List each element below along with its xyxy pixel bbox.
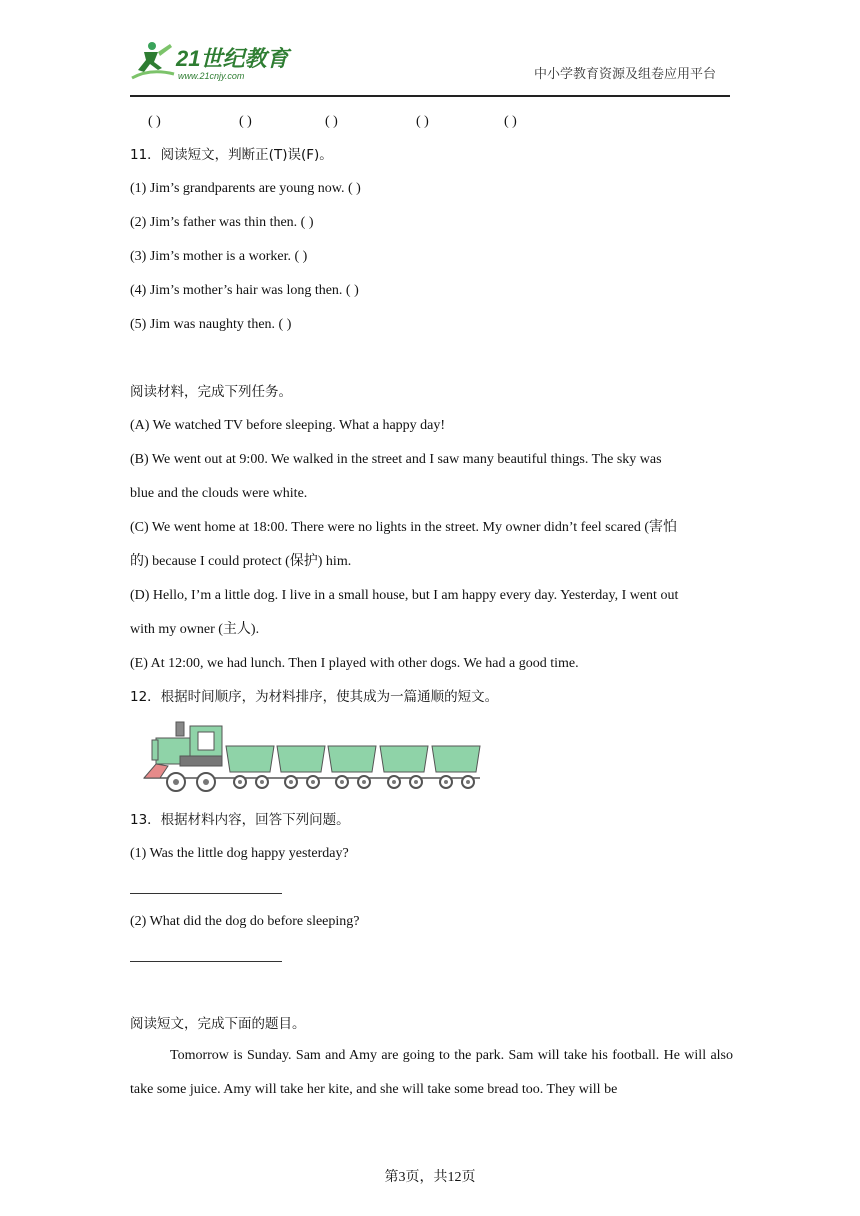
q11-item: (5) Jim was naughty then. ( ) <box>130 317 292 332</box>
material-e: (E) At 12:00, we had lunch. Then I played with other dogs. We had a good time. <box>130 656 579 671</box>
logo-main-text: 21世纪教育 <box>176 46 289 71</box>
header-divider <box>130 95 730 97</box>
answer-blank-1[interactable] <box>130 893 282 894</box>
answer-paren: ( ) <box>325 114 338 129</box>
answer-paren: ( ) <box>148 114 161 129</box>
q11-item: (4) Jim’s mother’s hair was long then. ( ) <box>130 283 359 298</box>
material-c-line2: 的) because I could protect (保护) him. <box>130 554 352 569</box>
q11-item: (3) Jim’s mother is a worker. ( ) <box>130 249 308 264</box>
train-car <box>328 746 376 788</box>
material-d-line1: (D) Hello, I’m a little dog. I live in a small house, but I am happy every day. Yesterday, I went out <box>130 588 679 603</box>
q13-question-2: (2) What did the dog do before sleeping? <box>130 914 360 929</box>
q11-item: (1) Jim’s grandparents are young now. ( ) <box>130 181 361 196</box>
answer-paren: ( ) <box>416 114 429 129</box>
material-b-line1: (B) We went out at 9:00. We walked in the street and I saw many beautiful things. The sky was <box>130 452 662 467</box>
train-car <box>432 746 480 788</box>
q13-title: 13．根据材料内容，回答下列问题。 <box>130 812 350 828</box>
material-a: (A) We watched TV before sleeping. What a happy day! <box>130 418 446 433</box>
answer-blank-2[interactable] <box>130 961 282 962</box>
q11-title: 11．阅读短文，判断正(T)误(F)。 <box>130 147 333 163</box>
train-illustration <box>142 720 482 796</box>
answer-paren: ( ) <box>239 114 252 129</box>
train-car <box>226 746 274 788</box>
logo-url-text: www.21cnjy.com <box>178 71 245 81</box>
q11-item: (2) Jim’s father was thin then. ( ) <box>130 215 314 230</box>
train-car <box>380 746 428 788</box>
train-icon <box>142 720 482 796</box>
reading2-intro: 阅读材料，完成下列任务。 <box>130 384 292 400</box>
reading3-paragraph: Tomorrow is Sunday. Sam and Amy are going to the park. Sam will take his football. He will also take some juice. Amy will take her kite, and she will take some bread too. They will be <box>130 1048 733 1097</box>
train-car <box>277 746 325 788</box>
header-platform-text: 中小学教育资源及组卷应用平台 <box>533 67 716 82</box>
page-number: 第3页，共12页 <box>384 1170 476 1185</box>
answer-paren: ( ) <box>504 114 517 129</box>
q12-title: 12．根据时间顺序，为材料排序，使其成为一篇通顺的短文。 <box>130 689 499 705</box>
material-b-line2: blue and the clouds were white. <box>130 486 308 501</box>
reading3-intro: 阅读短文，完成下面的题目。 <box>130 1016 306 1032</box>
q13-question-1: (1) Was the little dog happy yesterday? <box>130 846 349 861</box>
site-logo <box>130 38 300 84</box>
material-c-line1: (C) We went home at 18:00. There were no lights in the street. My owner didn’t feel scared (害怕 <box>130 520 678 535</box>
material-d-line2: with my owner (主人). <box>130 622 260 637</box>
running-man-icon <box>130 38 300 84</box>
